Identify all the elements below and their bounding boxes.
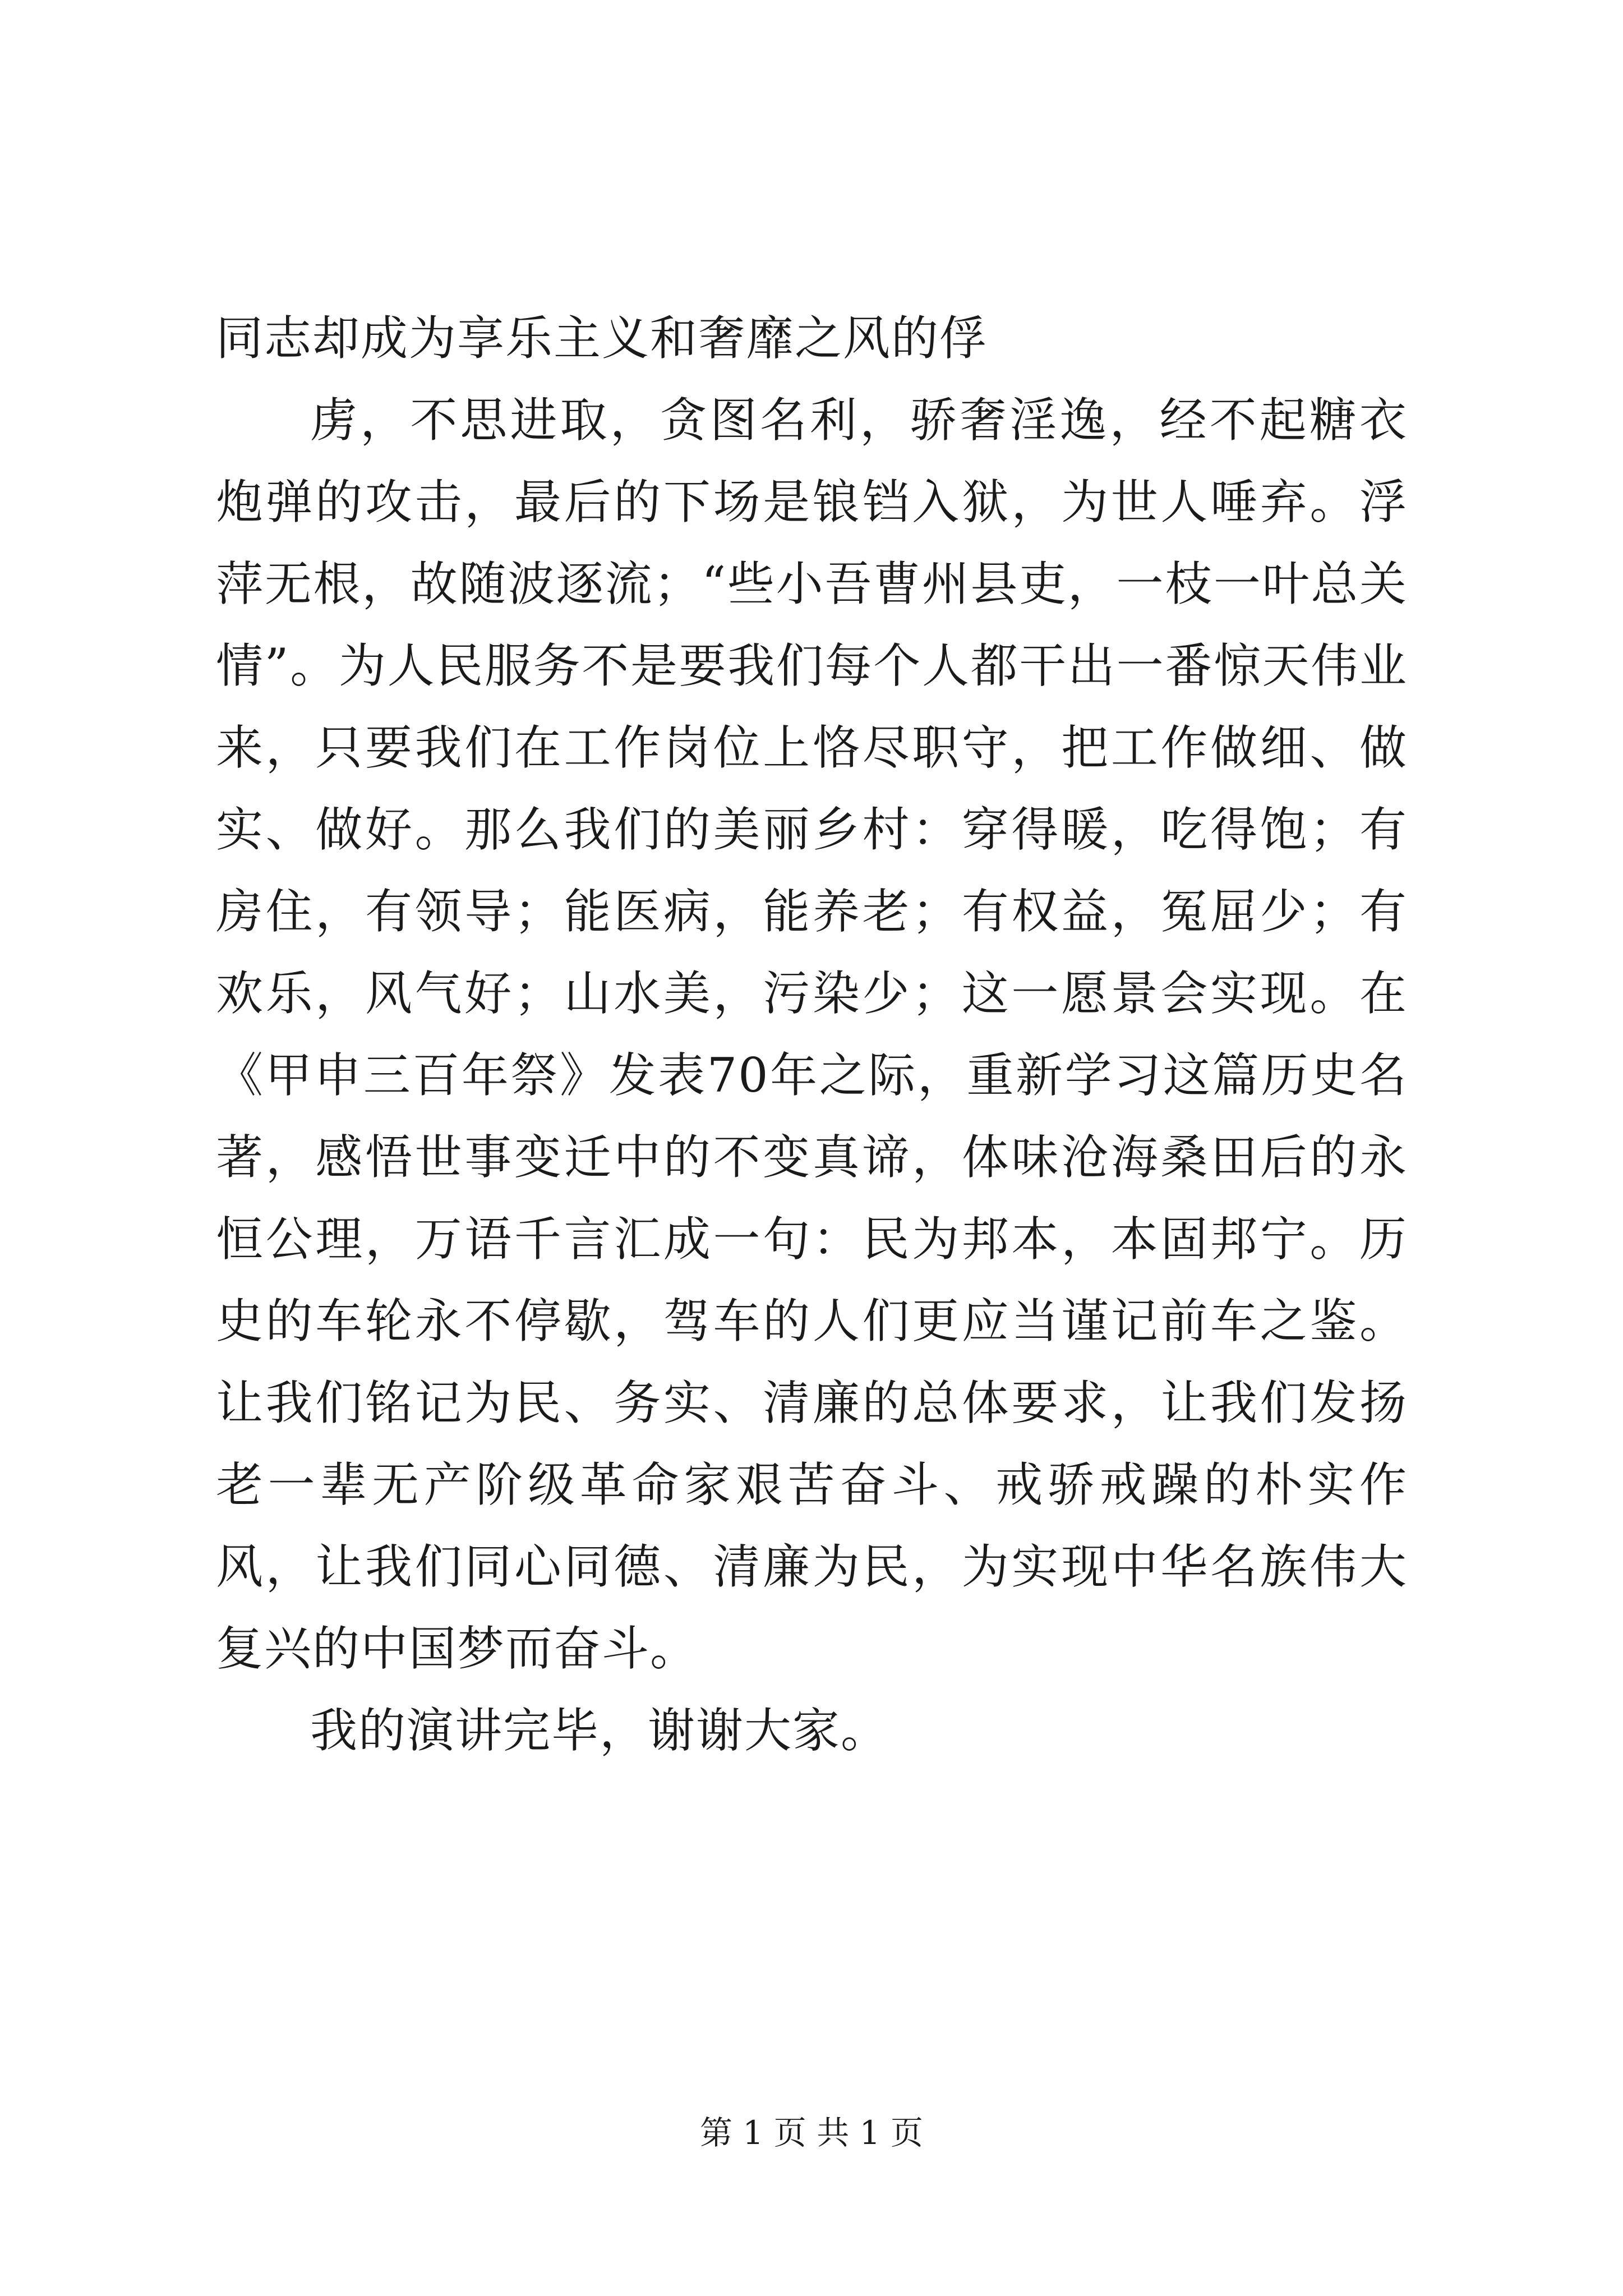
page-number-footer: 第 1 页 共 1 页 [700,2114,923,2152]
paragraph-continuation: 同志却成为享乐主义和奢靡之风的俘 [216,311,988,366]
document-body [216,297,1408,1772]
paragraph-main: 虏，不思进取，贪图名利，骄奢淫逸，经不起糖衣炮弹的攻击，最后的下场是锒铛入狱，为世人唾弃。浮萍无根，故随波逐流；“些小吾曹州县吏，一枝一叶总关情”。为人民服务不是要我们每个人都干出一番惊天伟业来，只要我们在工作岗位上恪尽职守，把工作做细、做实、做好。那么我们的美丽乡村：穿得暖，吃得饱；有房住，有领导；能医病，能养老；有权益，冤屈少；有欢乐，风气好；山水美，污染少；这一愿景会实现。在《甲申三百年祭》发表70年之际，重新学习这篇历史名著，感悟世事变迁中的不变真谛，体味沧海桑田后的永恒公理，万语千言汇成一句：民为邦本，本固邦宁。历史的车轮永不停歇，驾车的人们更应当谨记前车之鉴。让我们铭记为民、务实、清廉的总体要求，让我们发扬老一辈无产阶级革命家艰苦奋斗、戒骄戒躁的朴实作风，让我们同心同德、清廉为民，为实现中华名族伟大复兴的中国梦而奋斗。 [216,393,1408,1676]
paragraph-closing: 我的演讲完毕，谢谢大家。 [310,1703,889,1758]
